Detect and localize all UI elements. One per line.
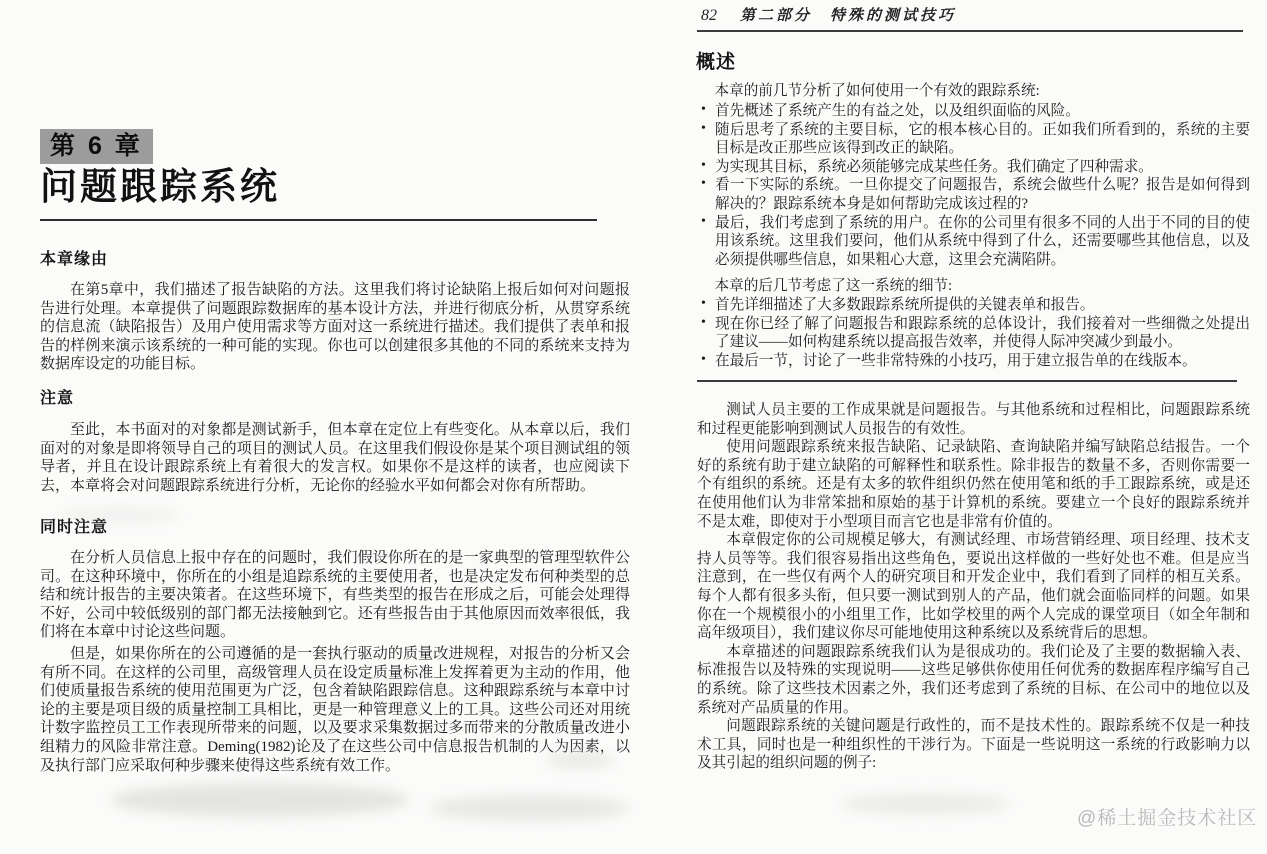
bullet-icon: • xyxy=(701,213,706,229)
detail-bullet-list xyxy=(700,296,1250,370)
section-divider xyxy=(697,380,1237,382)
header-divider xyxy=(697,30,1243,32)
chapter-title-divider xyxy=(40,219,597,221)
list-item xyxy=(700,121,1250,158)
list-item xyxy=(700,158,1250,177)
list-item-text: 首先概述了系统产生的有益之处，以及组织面临的风险。 xyxy=(715,103,1080,119)
overview-intro-line: 本章的前几节分析了如何使用一个有效的跟踪系统: xyxy=(714,83,1040,99)
page-number: 82 xyxy=(701,7,717,24)
paragraph: 本章描述的问题跟踪系统我们认为是很成功的。我们论及了主要的数据输入表、标准报告以及特殊的实现说明——这些足够供你使用任何优秀的数据库程序编写自己的系统。除了这些技术因素之外，我们还考虑到了系统的目标、在公司中的地位以及系统对产品质量的作用。 xyxy=(697,643,1250,716)
paragraph: 本章假定你的公司规模足够大，有测试经理、市场营销经理、项目经理、技术支持人员等等。我们很容易指出这些角色，要说出这样做的一些好处也不难。但是应当注意到，在一些仅有两个人的研究项目和开发企业中，我们看到了同样的相互关系。每个人都有很多头衔，但只要一测试到别人的产品，他们就会面临同样的问题。如果你在一个规模很小的小组里工作，比如学校里的两个人完成的课堂项目（如全年制和高年级项目），我们建议你尽可能地使用这种系统以及系统背后的思想。 xyxy=(697,532,1250,642)
section-heading-overview: 概述 xyxy=(696,52,737,73)
list-item xyxy=(700,214,1250,270)
scan-smudge xyxy=(110,783,410,817)
list-item xyxy=(700,102,1250,121)
paragraph: 问题跟踪系统的关键问题是行政性的，而不是技术性的。跟踪系统不仅是一种技术工具，同时也是一种组织性的干涉行为。下面是一些说明这一系统的行政影响力以及其引起的组织问题的例子: xyxy=(697,718,1250,772)
section-heading-origin: 本章缘由 xyxy=(40,251,109,268)
chapter-number-badge: 第 6 章 xyxy=(40,129,153,164)
list-item-text: 随后思考了系统的主要目标，它的根本核心目的。正如我们所看到的，系统的主要目标是改正那些应该得到改正的缺陷。 xyxy=(715,121,1250,157)
section-heading-note: 注意 xyxy=(40,390,75,407)
list-item xyxy=(700,176,1250,213)
scan-smudge xyxy=(840,793,1010,815)
bullet-icon: • xyxy=(701,351,706,367)
list-item xyxy=(700,315,1250,352)
list-item-text: 首先详细描述了大多数跟踪系统所提供的关键表单和报告。 xyxy=(715,297,1095,313)
list-item xyxy=(700,296,1250,315)
list-item-text: 最后，我们考虑到了系统的用户。在你的公司里有很多不同的人出于不同的目的使用该系统。这里我们要问，他们从系统中得到了什么，还需要哪些其他信息，以及必须提供哪些信息，如果粗心大意，这里会充满陷阱。 xyxy=(715,214,1250,268)
paragraph: 在分析人员信息上报中存在的问题时，我们假设你所在的是一家典型的管理型软件公司。在这种环境中，你所在的小组是追踪系统的主要使用者，也是决定发布何种类型的总结和统计报告的主要决策者。在这些环境下，有些类型的报告在形成之后，可能会处理得不好，公司中较低级别的部门都无法接触到它。还有些报告由于其他原因而效率很低，我们将在本章中讨论这些问题。 xyxy=(40,550,630,641)
paragraph: 但是，如果你所在的公司遵循的是一套执行驱动的质量改进规程，对报告的分析又会有所不同。在这样的公司里，高级管理人员在设定质量标准上发挥着更为主动的作用，他们使质量报告系统的使用范围更为广泛，包含着缺陷跟踪信息。这种跟踪系统与本章中讨论的主要是项目级的质量控制工具相比，更是一种管理意义上的工具。这些公司还对用统计数字监控员工工作表现所带来的问题，以及要求采集数据过多而带来的分散质量改进小组精力的风险非常注意。Deming(1982)论及了在这些公司中信息报告机制的人为因素，以及执行部门应采取何种步骤来使得这些系统有效工作。 xyxy=(40,646,630,774)
paragraph: 在第5章中，我们描述了报告缺陷的方法。这里我们将讨论缺陷上报后如何对问题报告进行处理。本章提供了问题跟踪数据库的基本设计方法，并进行彻底分析，从贯穿系统的信息流（缺陷报告）及用户使用需求等方面对这一系统进行描述。我们提供了表单和报告的样例来演示该系统的一种可能的实现。你也可以创建很多其他的不同的系统来支持为数据库设定的功能目标。 xyxy=(40,282,630,373)
bullet-icon: • xyxy=(701,314,706,330)
overview-bullet-list xyxy=(700,102,1250,269)
paragraph: 至此，本书面对的对象都是测试新手，但本章在定位上有些变化。从本章以后，我们面对的对象是即将领导自己的项目的测试人员。在这里我们假设你是某个项目测试组的领导者，并且在设计跟踪系统上有着很大的发言权。如果你不是这样的读者，也应阅读下去，本章将会对问题跟踪系统进行分析，无论你的经验水平如何都会对你有所帮助。 xyxy=(40,422,630,494)
list-item-text: 在最后一节，讨论了一些非常特殊的小技巧，用于建立报告单的在线版本。 xyxy=(715,352,1197,369)
bullet-icon: • xyxy=(701,296,706,311)
scan-smudge xyxy=(430,795,630,821)
bullet-icon: • xyxy=(701,102,706,117)
paragraph: 测试人员主要的工作成果就是问题报告。与其他系统和过程相比，问题跟踪系统和过程更能影响到测试人员报告的有效性。 xyxy=(697,402,1250,437)
watermark: @稀土掘金技术社区 xyxy=(1077,808,1258,829)
running-title: 第二部分 特殊的测试技巧 xyxy=(740,8,957,24)
bullet-icon: • xyxy=(701,176,706,192)
bullet-icon: • xyxy=(701,157,706,173)
scan-smudge xyxy=(545,752,615,768)
section-heading-also-note: 同时注意 xyxy=(40,519,109,536)
scan-smudge xyxy=(60,508,180,522)
list-item xyxy=(700,352,1250,371)
body-paragraphs xyxy=(697,401,1250,773)
detail-intro-line: 本章的后几节考虑了这一系统的细节: xyxy=(714,278,953,294)
bullet-icon: • xyxy=(701,120,706,136)
list-item-text: 现在你已经了解了问题报告和跟踪系统的总体设计，我们接着对一些细微之处提出了建议——如何构建系统以提高报告效率，并使得人际冲突减少到最小。 xyxy=(715,315,1250,351)
list-item-text: 为实现其目标，系统必须能够完成某些任务。我们确定了四种需求。 xyxy=(715,158,1153,175)
chapter-title: 问题跟踪系统 xyxy=(40,166,280,207)
paragraph: 使用问题跟踪系统来报告缺陷、记录缺陷、查询缺陷并编写缺陷总结报告。一个好的系统有助于建立缺陷的可解释性和联系性。除非报告的数量不多，否则你需要一个有组织的系统。还是有太多的软件组织仍然在使用笔和纸的手工跟踪系统，或是还在使用他们认为非常笨拙和原始的基于计算机的系统。要建立一个良好的跟踪系统并不是太难，即使对于小型项目而言它也是非常有价值的。 xyxy=(697,439,1250,530)
list-item-text: 看一下实际的系统。一旦你提交了问题报告，系统会做些什么呢？报告是如何得到解决的？跟踪系统本身是如何帮助完成该过程的? xyxy=(715,177,1250,212)
